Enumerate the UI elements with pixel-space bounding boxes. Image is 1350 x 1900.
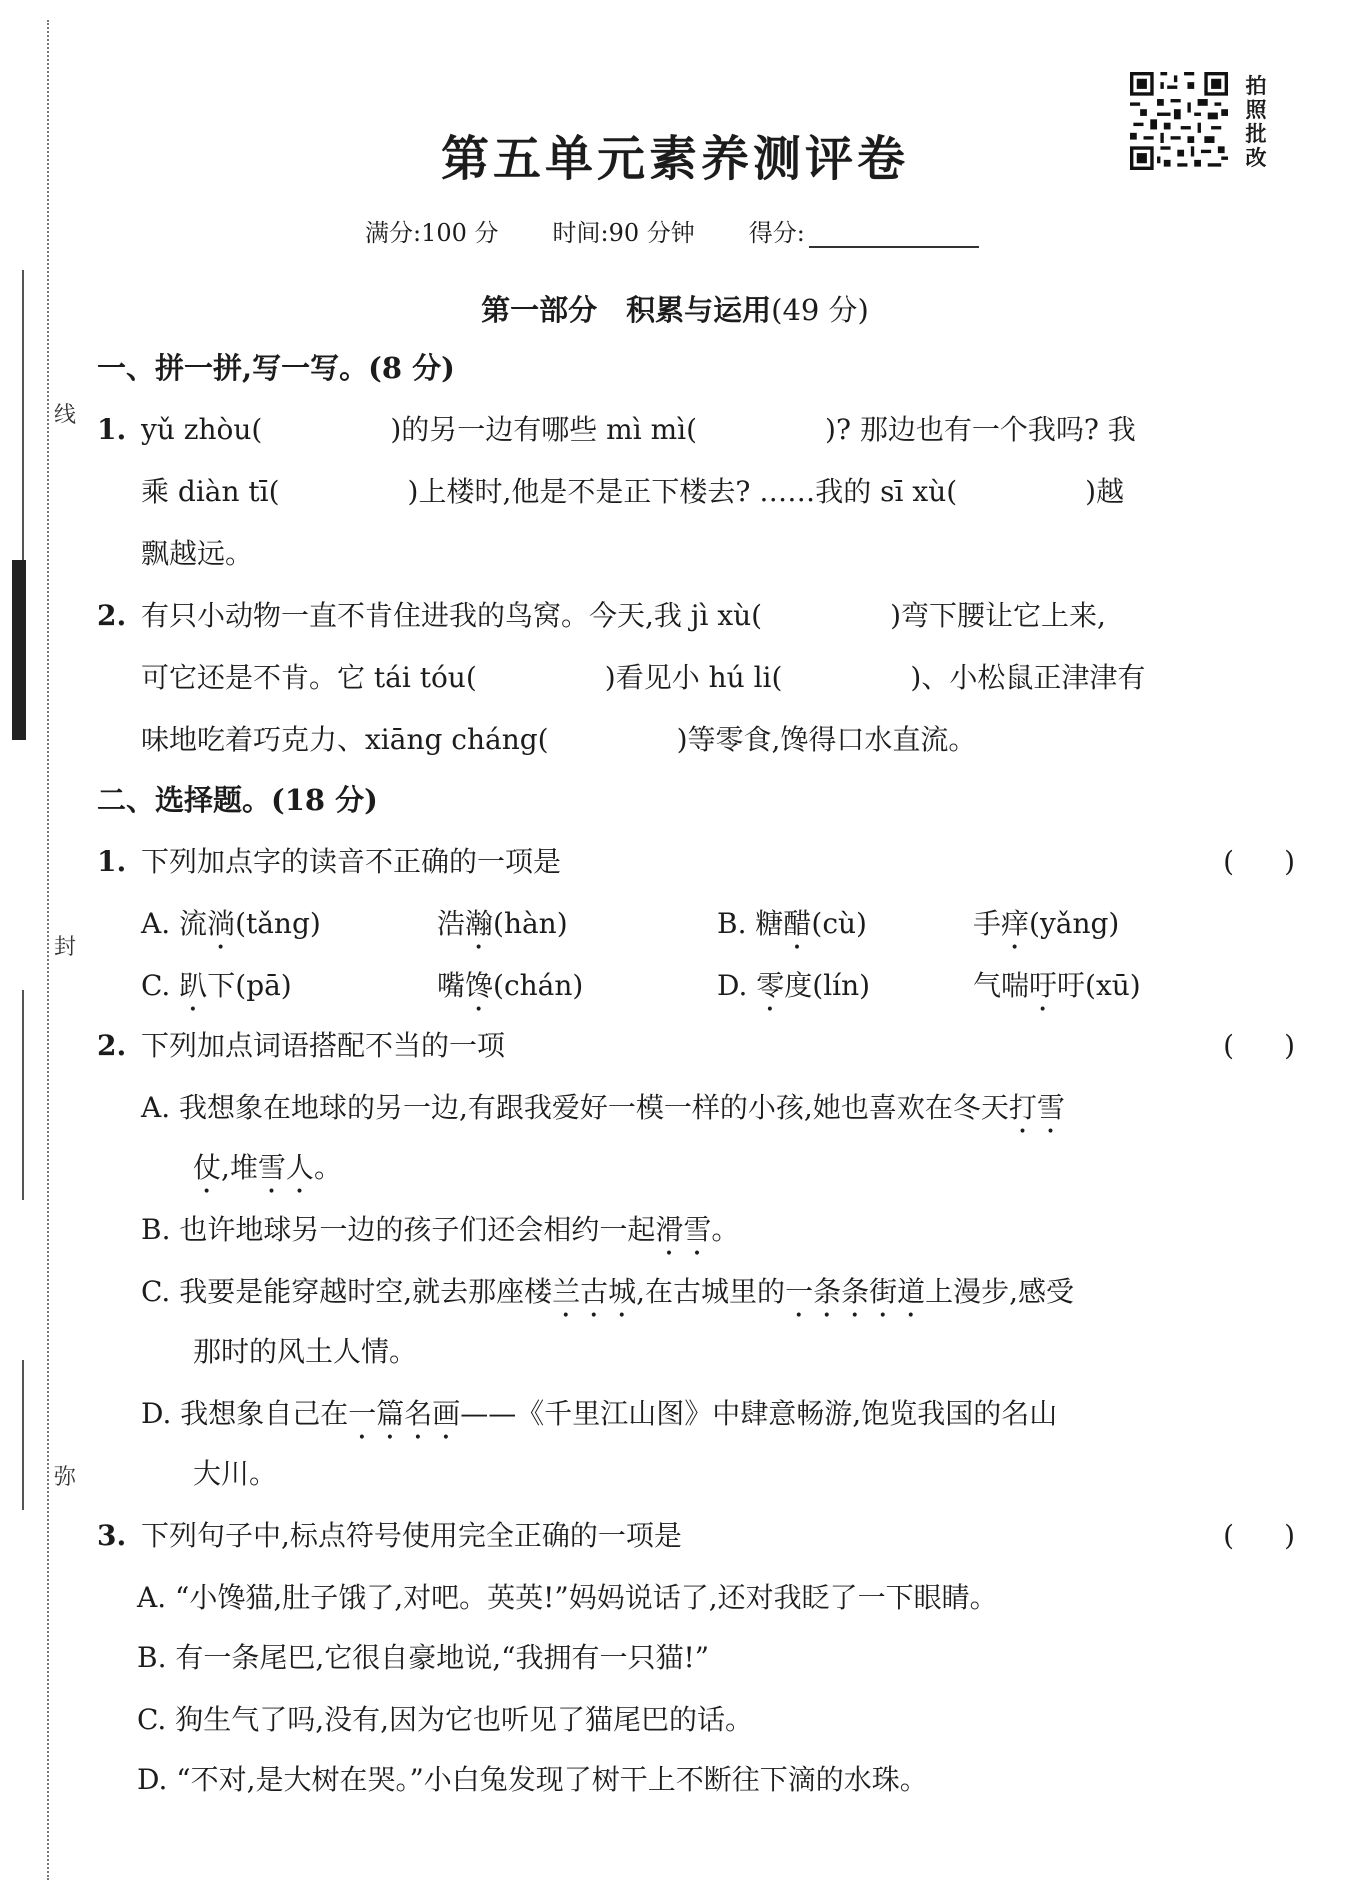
mc-q2-option-d-line2: 大川。 xyxy=(193,1457,278,1490)
text: yǔ zhòu( xyxy=(141,413,263,446)
score-blank[interactable] xyxy=(809,222,979,248)
part-one-title xyxy=(0,288,1350,329)
qr-caption-char: 改 xyxy=(1245,145,1267,170)
question-number: 1. xyxy=(97,845,127,878)
mc-q3-option-c[interactable]: C. 狗生气了吗,没有,因为它也听见了猫尾巴的话。 xyxy=(137,1703,754,1736)
section-one-title: 一、拼一拼,写一写。(8 分) xyxy=(97,351,455,385)
option-a1[interactable] xyxy=(141,904,437,956)
text: 上漫步,感受 xyxy=(925,1275,1074,1308)
dotted-char: 瀚 xyxy=(465,907,494,940)
dotted-char: 趴 xyxy=(179,969,208,1002)
dotted-word: 打雪 xyxy=(1008,1091,1065,1124)
text: 我要是能穿越时空,就去那座楼 xyxy=(179,1275,553,1308)
option-label: C. xyxy=(141,1275,171,1308)
mc-q2-option-b[interactable] xyxy=(97,1210,1295,1262)
option-b1[interactable] xyxy=(717,904,973,956)
paren-close: ) xyxy=(1284,1519,1295,1552)
section-two-title: 二、选择题。(18 分) xyxy=(97,783,378,817)
text: 。 xyxy=(313,1151,342,1184)
answer-paren[interactable] xyxy=(1223,842,1295,882)
option-c1[interactable] xyxy=(141,966,437,1018)
dotted-char: 吁 xyxy=(1029,969,1058,1002)
option-label: A. xyxy=(141,1091,171,1124)
margin-dark-bar xyxy=(12,560,26,740)
dotted-word: 兰古城 xyxy=(552,1275,637,1308)
mc-q3-stem xyxy=(97,1516,1295,1556)
pinyin: (xū) xyxy=(1085,969,1141,1002)
text: 我想象在地球的另一边,有跟我爱好一模一样的小孩,她也喜欢在冬天 xyxy=(179,1091,1009,1124)
text: 乘 diàn tī( xyxy=(141,475,280,508)
text: 我想象自己在 xyxy=(180,1397,349,1430)
text: 手 xyxy=(973,907,1002,940)
q1-line-2 xyxy=(97,472,1295,512)
option-label: B. xyxy=(717,907,747,940)
full-score: 满分:100 分 xyxy=(365,219,499,247)
q2-line-1 xyxy=(97,596,1295,636)
dotted-char: 馋 xyxy=(465,969,494,1002)
dotted-word: 滑雪 xyxy=(655,1213,712,1246)
option-d1[interactable] xyxy=(717,966,973,1018)
mc-q1-stem xyxy=(97,842,1295,882)
dotted-char: 淌 xyxy=(207,907,236,940)
margin-label-mi: 弥 xyxy=(54,1465,77,1490)
option-label: B. xyxy=(141,1213,171,1246)
option-c2 xyxy=(437,966,717,1018)
text: 下 xyxy=(207,969,236,1002)
pinyin: (yǎng) xyxy=(1029,907,1120,940)
score-label: 得分: xyxy=(748,219,805,247)
option-label: A. xyxy=(141,907,171,940)
paren-open: ( xyxy=(1223,1519,1235,1552)
paren-open: ( xyxy=(1223,1029,1235,1062)
mc-q3-option-d[interactable]: D. “不对,是大树在哭。”小白兔发现了树干上不断往下滴的水珠。 xyxy=(137,1763,928,1796)
text: 度 xyxy=(784,969,813,1002)
page-title: 第五单元素养测评卷 xyxy=(440,131,909,187)
margin-rule xyxy=(22,1360,24,1510)
pinyin: (tǎng) xyxy=(235,907,321,940)
text: )等零食,馋得口水直流。 xyxy=(676,723,977,756)
pinyin: (hàn) xyxy=(493,907,568,940)
mc-q2-option-c-line1[interactable] xyxy=(97,1272,1295,1324)
text: )的另一边有哪些 mì mì( xyxy=(390,413,698,446)
text: 流 xyxy=(179,907,208,940)
option-a2 xyxy=(437,904,717,956)
q1-line-1 xyxy=(97,410,1295,450)
time-limit: 时间:90 分钟 xyxy=(552,219,695,247)
answer-paren[interactable] xyxy=(1223,1026,1295,1066)
pinyin: (chán) xyxy=(493,969,584,1002)
pinyin: (cù) xyxy=(811,907,867,940)
dotted-char: 醋 xyxy=(783,907,812,940)
text: 。 xyxy=(711,1213,740,1246)
dotted-word: 一篇名画 xyxy=(348,1397,461,1430)
mc-q2-option-c-line2: 那时的风土人情。 xyxy=(193,1335,418,1368)
mc-q2-option-a-line2 xyxy=(97,1148,1295,1200)
option-d2 xyxy=(973,966,1141,1018)
question-number: 2. xyxy=(97,1029,127,1062)
dotted-word: 一条条街道 xyxy=(785,1275,926,1308)
margin-label-feng: 封 xyxy=(54,935,77,960)
mc-q1-row-ab xyxy=(97,904,1295,956)
part-one-name: 第一部分 积累与运用 xyxy=(481,293,772,327)
paren-open: ( xyxy=(1223,845,1235,878)
mc-q2-option-d-line1[interactable] xyxy=(97,1394,1295,1446)
text: 浩 xyxy=(437,907,466,940)
binding-margin xyxy=(0,0,80,1900)
question-number: 2. xyxy=(97,599,127,632)
text: 气喘 xyxy=(973,969,1030,1002)
text: 也许地球另一边的孩子们还会相约一起 xyxy=(179,1213,656,1246)
option-label: C. xyxy=(141,969,171,1002)
option-b2 xyxy=(973,904,1119,956)
q1-line-3: 飘越远。 xyxy=(141,537,254,570)
text: )越 xyxy=(1085,475,1125,508)
text: 有只小动物一直不肯住进我的鸟窝。今天,我 jì xù( xyxy=(141,599,763,632)
margin-label-xian: 线 xyxy=(54,403,77,428)
text: 味地吃着巧克力、xiāng cháng( xyxy=(141,723,549,756)
dotted-word: 仗 xyxy=(193,1151,222,1184)
text: )看见小 hú li( xyxy=(604,661,783,694)
q2-line-3 xyxy=(97,720,1295,760)
mc-q2-stem xyxy=(97,1026,1295,1066)
dotted-char: 痒 xyxy=(1001,907,1030,940)
paren-close: ) xyxy=(1284,1029,1295,1062)
mc-q3-option-a[interactable]: A. “小馋猫,肚子饿了,对吧。英英!”妈妈说话了,还对我眨了一下眼睛。 xyxy=(137,1581,998,1614)
mc-q2-option-a-line1[interactable] xyxy=(97,1088,1295,1140)
option-label: D. xyxy=(717,969,748,1002)
text: )弯下腰让它上来, xyxy=(890,599,1106,632)
dotted-char: 零 xyxy=(756,969,785,1002)
mc-q1-row-cd xyxy=(97,966,1295,1018)
text: )? 那边也有一个我吗? 我 xyxy=(825,413,1136,446)
part-one-points: (49 分) xyxy=(771,293,869,327)
question-number: 1. xyxy=(97,413,127,446)
answer-paren[interactable] xyxy=(1223,1516,1295,1556)
text: 糖 xyxy=(755,907,784,940)
text: 嘴 xyxy=(437,969,466,1002)
qr-caption-char: 拍 xyxy=(1245,73,1267,98)
text: )、小松鼠正津津有 xyxy=(910,661,1146,694)
text: ,在古城里的 xyxy=(636,1275,786,1308)
question-stem: 下列加点词语搭配不当的一项 xyxy=(141,1029,506,1062)
text: ,堆 xyxy=(221,1151,258,1184)
pinyin: (pā) xyxy=(235,969,292,1002)
text: ——《千里江山图》中肆意畅游,饱览我国的名山 xyxy=(460,1397,1058,1430)
score-field[interactable] xyxy=(749,213,979,248)
question-number: 3. xyxy=(97,1519,127,1552)
exam-meta xyxy=(365,213,979,248)
question-stem: 下列加点字的读音不正确的一项是 xyxy=(141,845,562,878)
text: 吁 xyxy=(1057,969,1086,1002)
qr-caption-char: 照 xyxy=(1245,97,1267,122)
margin-rule xyxy=(22,990,24,1200)
text: 可它还是不肯。它 tái tóu( xyxy=(141,661,477,694)
q2-line-2 xyxy=(97,658,1295,698)
dotted-word: 雪人 xyxy=(257,1151,314,1184)
paren-close: ) xyxy=(1284,845,1295,878)
text: )上楼时,他是不是正下楼去? ……我的 sī xù( xyxy=(407,475,958,508)
question-stem: 下列句子中,标点符号使用完全正确的一项是 xyxy=(141,1519,682,1552)
mc-q3-option-b[interactable]: B. 有一条尾巴,它很自豪地说,“我拥有一只猫!” xyxy=(137,1641,710,1674)
pinyin: (lín) xyxy=(812,969,871,1002)
qr-caption-char: 批 xyxy=(1245,121,1267,146)
option-label: D. xyxy=(141,1397,172,1430)
